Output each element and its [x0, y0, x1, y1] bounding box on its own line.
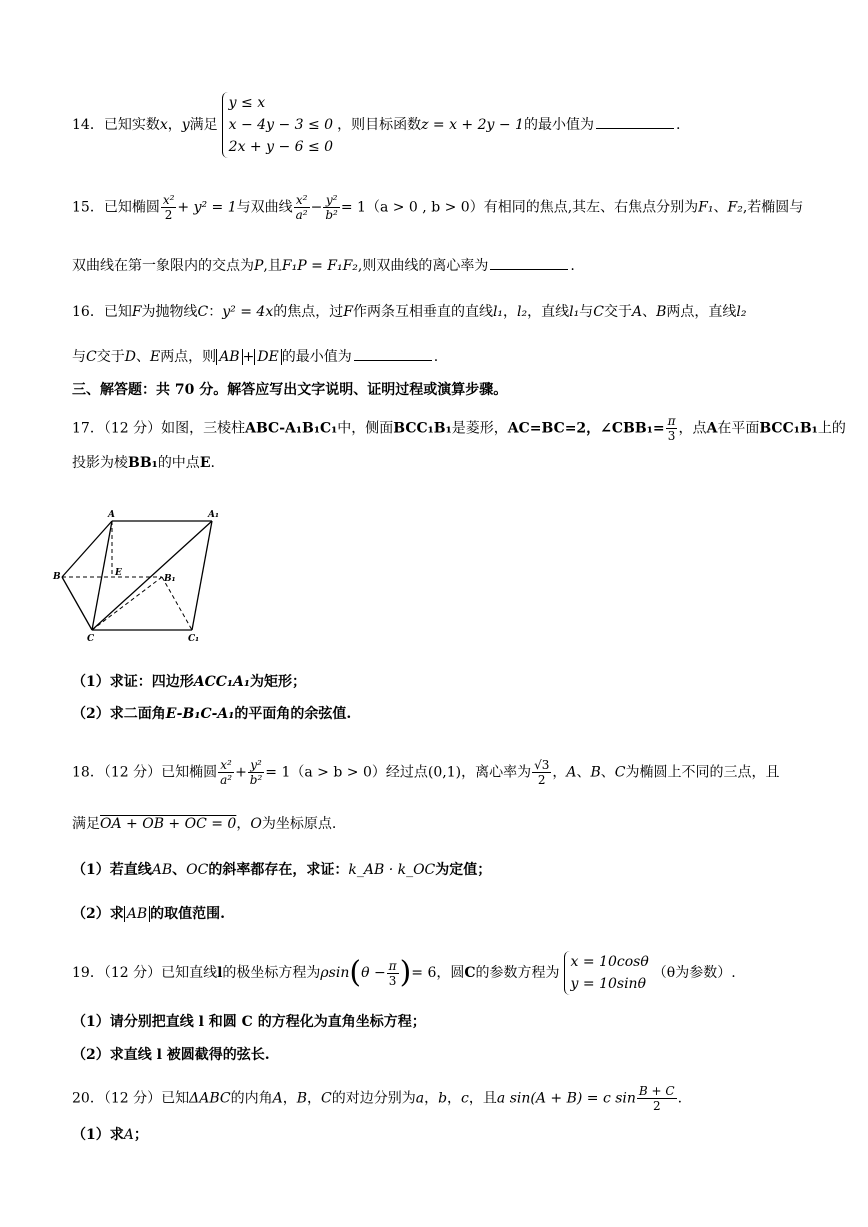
question-18-line-1: 18．（12 分）已知椭圆 $\frac{\text{x²}}{\text{a²}}$ + $\frac{\text{y²}}{\text{b²}}$ = 1（a > b > 0）经过点(0,1)，离心率为 $\frac{√3}{2}$ ，A、B、C为椭圆上不同的三点，且 [72, 758, 780, 787]
question-16-line-1: 16．已知F为抛物线C：y² = 4x的焦点，过F作两条互相垂直的直线l₁，l₂，直线l₁与C交于A、B两点，直线l₂ [72, 304, 747, 320]
question-17-line-1: 17．（12 分）如图，三棱柱ABC-A₁B₁C₁中，侧面BCC₁B₁是菱形，AC=BC=2，∠CBB₁= $\frac{\pi}{3}$ ，点A在平面BCC₁B₁上的 [72, 414, 846, 443]
edge-b1-c [92, 577, 162, 630]
question-15-line-2: 双曲线在第一象限内的交点为P,且F₁P = F₁F₂,则双曲线的离心率为 . [72, 255, 575, 276]
question-17-part-2: （2）求二面角E-B₁C-A₁的平面角的余弦值. [72, 706, 352, 722]
question-19-line-1: 19．（12 分）已知直线l的极坐标方程为ρsin(θ − $\frac{\pi}{3}$ )= 6，圆C的参数方程为 x = 10cosθ y = 10sinθ （θ为参数）. [72, 951, 736, 995]
question-19-part-1: （1）请分别把直线 l 和圆 C 的方程化为直角坐标方程； [72, 1014, 426, 1030]
question-19-part-2: （2）求直线 l 被圆截得的弦长. [72, 1047, 270, 1063]
fraction: $\frac{\text{x²}}{\text{a²}}$ [295, 193, 308, 222]
label-a1: A₁ [208, 510, 219, 520]
fraction: $\frac{\text{x²}}{\text{a²}}$ [220, 758, 233, 787]
fraction: $\frac{√3}{2}$ [534, 758, 550, 787]
label-c: C [87, 634, 95, 644]
prism-figure [50, 505, 220, 645]
question-18-part-1: （1）若直线AB、OC的斜率都存在，求证：k_AB · k_OC为定值； [72, 862, 492, 878]
fraction: $\frac{\pi}{3}$ [667, 414, 676, 443]
fraction: $\frac{\text{x²}}{2}$ [162, 193, 175, 222]
question-17-line-2: 投影为棱BB₁的中点E. [72, 455, 215, 471]
question-18-part-2: （2）求 AB 的取值范围. [72, 906, 226, 922]
constraint-system: y ≤ x x − 4y − 3 ≤ 0 2x + y − 6 ≤ 0 [222, 92, 333, 158]
answer-blank [596, 114, 674, 129]
question-20-part-1: （1）求A； [72, 1127, 148, 1143]
question-17-part-1: （1）求证：四边形ACC₁A₁为矩形； [72, 674, 307, 690]
label-a: A [108, 510, 115, 520]
parametric-system: x = 10cosθ y = 10sinθ [564, 951, 649, 995]
label-c1: C₁ [188, 634, 200, 644]
section-heading: 三、解答题：共 70 分。解答应写出文字说明、证明过程或演算步骤。 [72, 382, 508, 398]
edge-a-b [62, 521, 112, 577]
question-14: 14．已知实数x，y满足 y ≤ x x − 4y − 3 ≤ 0 2x + y − 6 ≤ 0 ，则目标函数z = x + 2y − 1的最小值为 . [72, 92, 680, 158]
question-20-line-1: 20．（12 分）已知ΔABC的内角A，B，C的对边分别为a，b，c，且a sin(A + B) = c sin $\frac{B + C}{2}$ . [72, 1084, 683, 1113]
label-e: E [115, 568, 122, 578]
question-18-line-2: 满足OA + OB + OC = 0，O为坐标原点. [72, 816, 337, 832]
fraction: $\frac{\text{y²}}{\text{b²}}$ [249, 758, 263, 787]
fraction: $\frac{\text{y²}}{\text{b²}}$ [325, 193, 338, 222]
edge-a1-c [92, 521, 212, 630]
edge-b-c [62, 577, 92, 630]
answer-blank [354, 346, 432, 361]
question-15-line-1: 15．已知椭圆 $\frac{\text{x²}}{2}$ + y² = 1与双曲线 $\frac{\text{x²}}{\text{a²}}$ − $\frac{\text{y²}}{\text{b²}}$ = 1（a > 0 , b > 0）有相同的焦点,其左、右焦点分别为F₁、F₂,若椭圆与 [72, 193, 804, 222]
label-b1: B₁ [164, 574, 176, 584]
fraction: $\frac{\pi}{3}$ [388, 958, 397, 988]
label-b: B [53, 572, 61, 582]
question-16-line-2: 与C交于D、E两点，则 AB + DE 的最小值为 . [72, 346, 438, 367]
edge-b1-c1 [162, 577, 192, 630]
edge-a1-c1 [192, 521, 212, 630]
answer-blank [490, 255, 568, 270]
fraction: $\frac{B + C}{2}$ [638, 1084, 675, 1113]
edge-a-c [92, 521, 112, 630]
